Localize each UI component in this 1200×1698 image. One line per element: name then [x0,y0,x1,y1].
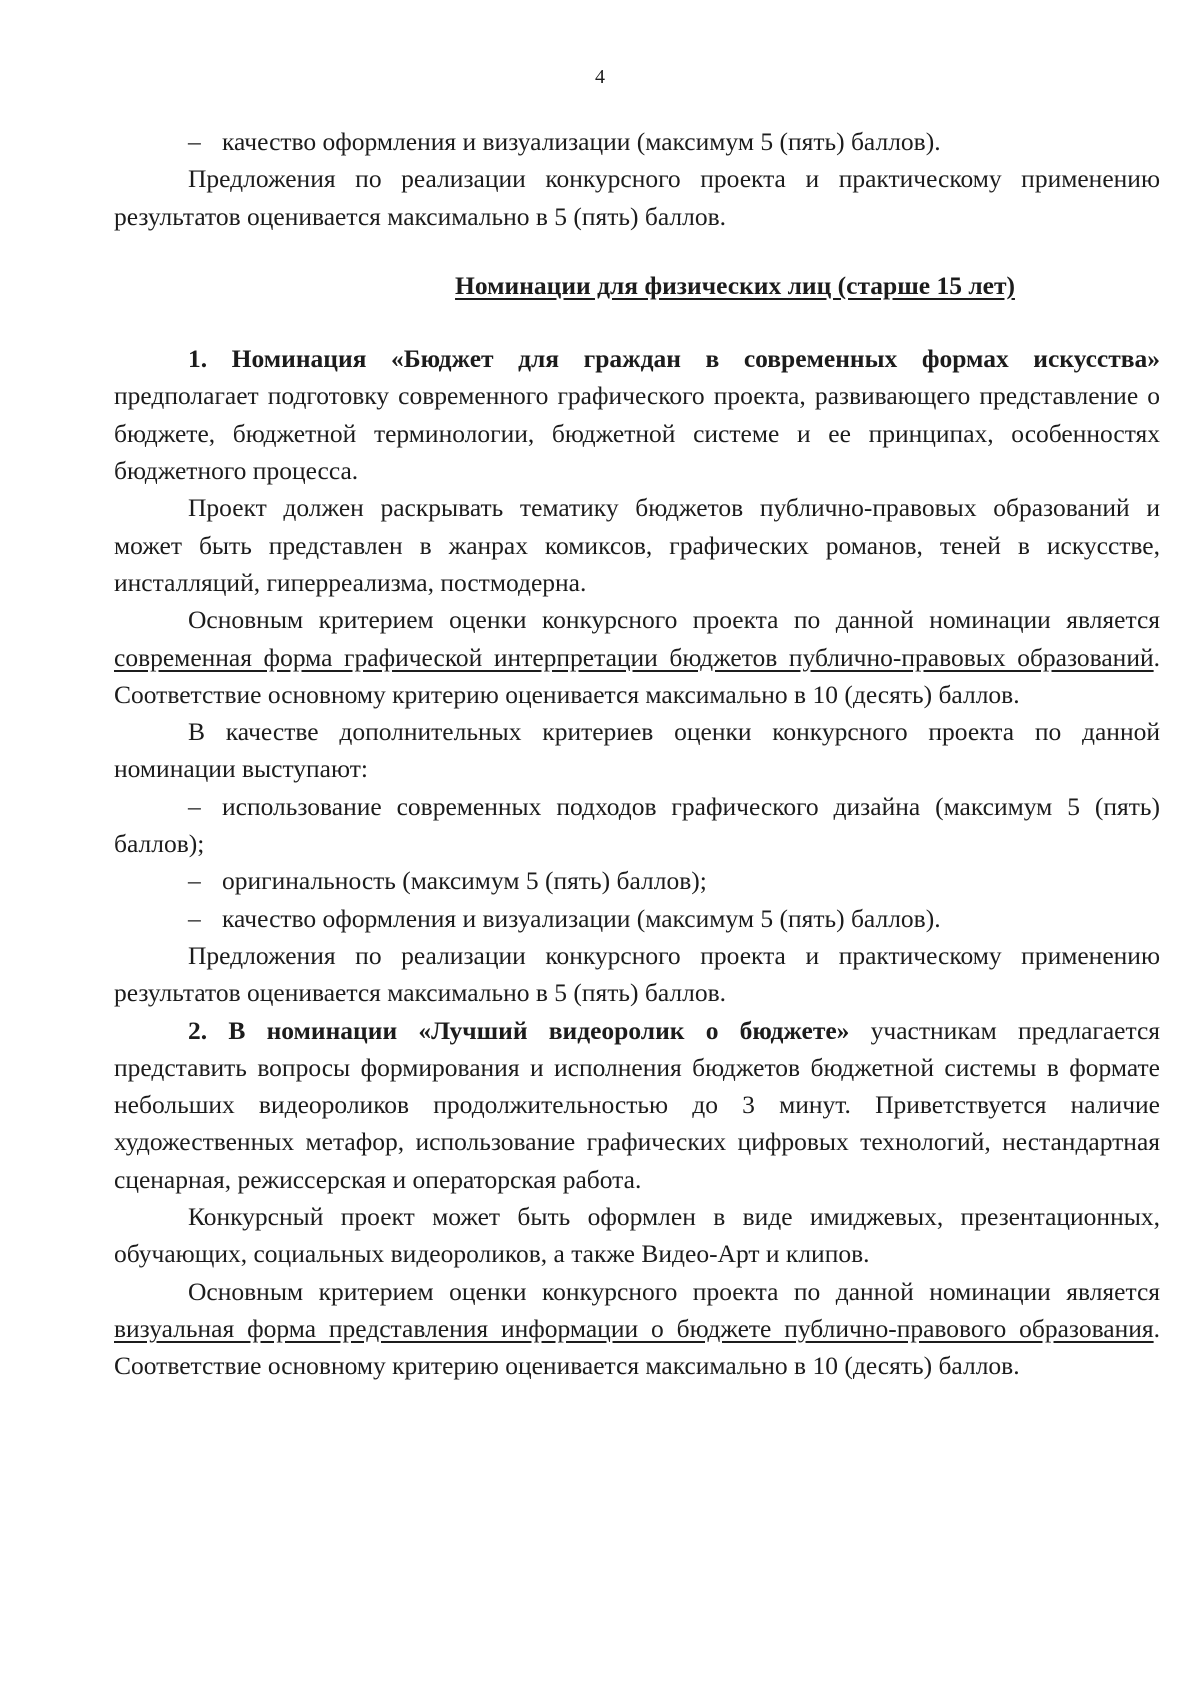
criterion-lead: Основным критерием оценки конкурсного проекта по данной номинации является [188,1276,1160,1306]
criterion-item [114,123,1160,160]
nomination-1-criterion-paragraph [114,601,1160,713]
criterion-item [114,788,1160,863]
nomination-1-project-paragraph: Проект должен раскрывать тематику бюджетов публично-правовых образований и может быть представлен в жанрах комиксов, графических романов, теней в искусстве, инсталляций, гиперреализма, постмодерна. [114,493,1160,597]
proposals-paragraph: Предложения по реализации конкурсного проекта и практическому применению результатов оценивается максимально в 5 (пять) баллов. [114,940,1160,1008]
criterion-score: . Соответствие основному критерию оценивается максимально в 10 (десять) баллов. [114,1313,1160,1381]
nomination-2-project-paragraph: Конкурсный проект может быть оформлен в виде имиджевых, презентационных, обучающих, социальных видеороликов, а также Видео-Арт и клипов. [114,1202,1160,1269]
dash-mark: – [188,866,201,896]
proposals-paragraph: Предложения по реализации конкурсного проекта и практическому применению результатов оценивается максимально в 5 (пять) баллов. [114,164,1160,231]
criterion-item [114,862,1160,899]
criterion-text: использование современных подходов графического дизайна (максимум 5 (пять) баллов); [114,791,1160,859]
criterion-text: оригинальность (максимум 5 (пять) баллов); [222,866,707,896]
dash-mark: – [188,127,201,156]
page-number: 4 [595,66,605,88]
document-body [114,123,1160,1385]
nomination-1-paragraph [114,340,1160,489]
dash-mark: – [188,903,201,933]
nomination-2-criterion-paragraph [114,1273,1160,1385]
criterion-score: . Соответствие основному критерию оценивается максимально в 10 (десять) баллов. [114,642,1160,709]
nomination-1-title: 1. Номинация «Бюджет для граждан в современных формах искусства» [188,344,1160,374]
criterion-text: качество оформления и визуализации (максимум 5 (пять) баллов). [222,127,941,156]
criterion-item [114,900,1160,937]
dash-mark: – [188,791,201,821]
section-heading: Номинации для физических лиц (старше 15 лет) [455,270,1015,300]
nomination-2-title: 2. В номинации «Лучший видеоролик о бюджете» [188,1015,850,1045]
nomination-1-intro: предполагает подготовку современного графического проекта, развивающего представление о бюджете, бюджетной терминологии, бюджетной системе и ее принципах, особенностях бюджетного процесса. [114,381,1160,486]
criterion-text: качество оформления и визуализации (максимум 5 (пять) баллов). [222,903,941,933]
nomination-2-paragraph [114,1012,1160,1198]
additional-criteria-intro: В качестве дополнительных критериев оценки конкурсного проекта по данной номинации выступают: [114,717,1160,784]
nomination-2-intro: участникам предлагается представить вопросы формирования и исполнения бюджетов бюджетной системы в формате небольших видеороликов продолжительностью до 3 минут. Приветствуется наличие художественных метафор, использование графических цифровых технологий, нестандартная сценарная, режиссерская и операторская работа. [114,1015,1160,1194]
criterion-lead: Основным критерием оценки конкурсного проекта по данной номинации является [188,605,1160,635]
main-criterion: современная форма графической интерпретации бюджетов публично-правовых образований [114,642,1154,672]
main-criterion: визуальная форма представления информации о бюджете публично-правового образования [114,1313,1154,1343]
